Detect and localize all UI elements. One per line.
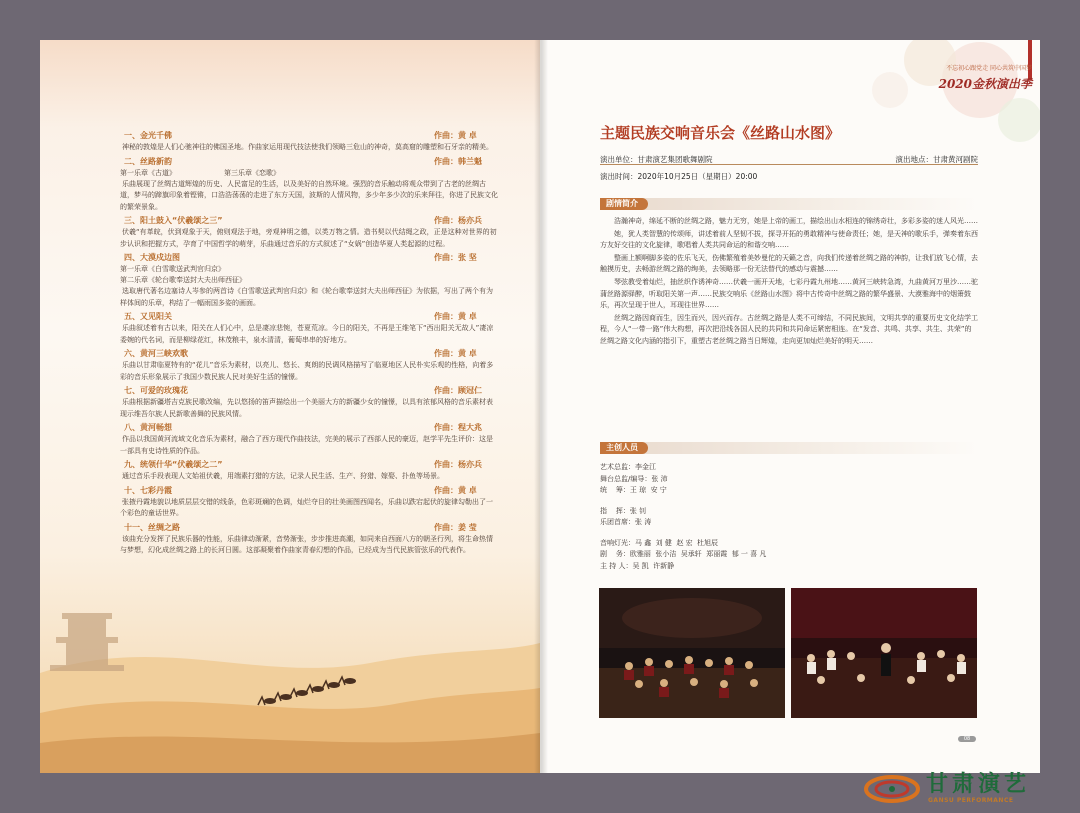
composer: 作曲：黄 卓	[434, 312, 477, 321]
movement: 第二乐章《轮台歌奉送封大夫出师西征》	[120, 276, 246, 284]
orchestra-photo	[599, 588, 785, 718]
program-item	[120, 156, 498, 214]
synopsis-paragraph: 整画上额啊脚多姿的佐乐飞天，伤佛繁殖着美妙曼佗的天籁之音，向我们传递着丝绸之路的神韵，让我们放飞心情，去触摸历史，去畅游丝绸之路的绚美，去领略那一份无法替代的感动与震撼……	[600, 253, 978, 274]
section-header-creators	[600, 442, 978, 454]
brand-name: 甘肃演艺	[926, 771, 1031, 797]
section-tag: 剧情简介	[600, 198, 648, 210]
slogan: 不忘初心跟党走 同心共筑中国梦	[946, 65, 1032, 72]
program-list	[120, 128, 498, 559]
composer: 作曲：张 坚	[434, 253, 477, 262]
page-number: 08	[958, 736, 976, 742]
movement: 第三乐章《恋歌》	[224, 168, 280, 177]
staff-row: 指 挥：张 钊	[600, 506, 647, 515]
staff-list	[600, 462, 900, 572]
piece-description: 通过音乐手段表现人文始祖伏羲，用端素打猎的方法，记录人民生活、生产、狩猎、嫁娶、扑鱼等场景。	[122, 472, 444, 480]
piece-title: 六、黄河三峡欢歌	[124, 349, 188, 358]
concert-title: 主题民族交响音乐会《丝路山水图》	[600, 124, 841, 142]
brand-emblem-icon	[862, 772, 924, 806]
staff-row: 主 持 人：吴 凯 许新静	[600, 561, 675, 570]
section-header-intro	[600, 198, 978, 210]
orchestra-photo	[791, 588, 977, 718]
piece-description: 乐曲叙述着有古以来，阳关在人们心中，总是凄凉悲惋，苍夏荒凉。今日的阳关，不再是王维笔下“西出阳关无故人”凄凉委婉的代名词，而是柳绿花红，林茂粮丰，泉水清清，葡萄串串的好地方。	[120, 324, 494, 344]
composer: 作曲：杨亦兵	[434, 460, 482, 469]
organizer: 演出单位：甘肃演艺集团歌舞剧院	[600, 155, 713, 164]
synopsis	[600, 216, 978, 349]
brand-subtitle: GANSU PERFORMANCE	[928, 797, 1014, 804]
piece-title: 十一、丝绸之路	[124, 522, 180, 532]
right-page	[540, 40, 1040, 773]
piece-title: 九、统领什华“伏羲颂之二”	[124, 460, 223, 469]
piece-description: 神秘的敦煌是人们心驰神往的佛国圣地。作曲家运用现代技法使我们领略三危山的神奇，莫高窟的雕塑和石牙亲的精美。	[122, 143, 493, 151]
piece-title: 七、可爱的玫瑰花	[124, 386, 188, 395]
synopsis-paragraph: 她，犹人类智慧的传颂师，讲述着前人坚韧不拔，探寻开拓的勇敢精神与使命责任；她，是天神的歌乐手，弹奏着东西方友好交往的文化旋律，歌唱着人类共同命运的和谐交响……	[600, 229, 978, 250]
staff-row: 舞台总监/编导：张 沛	[600, 474, 668, 483]
program-item	[120, 215, 498, 250]
staff-row: 剧 务：欧雅丽 张小洁 吴承轩 郑丽霞 郁 一 喜 凡	[600, 550, 767, 558]
program-item	[120, 130, 498, 154]
piece-description: 乐曲展现了丝绸古道辉煌的历史、人民富足的生活，以及美好的自然环境。强烈的音乐触动将观众带到了古老的丝绸古道，梦马的蹄旗印象着铿锵，口浩浩荡荡的走进了东方天国，波斯的人情风物，多少年多少次的乐来拜往，你进了民族文化的繁荣景象。	[120, 179, 498, 211]
program-item	[120, 459, 498, 483]
divider	[600, 164, 978, 165]
page-gutter	[534, 40, 548, 773]
program-item	[120, 348, 498, 383]
season-header	[922, 64, 1032, 92]
staff-row: 统 筹：王 琼 安 宁	[600, 486, 667, 494]
program-item	[120, 422, 498, 457]
brochure-spread	[40, 40, 1040, 773]
staff-row: 乐团首席：张 涛	[600, 518, 652, 526]
composer: 作曲：程大兆	[434, 423, 482, 432]
composer: 作曲：顾冠仁	[434, 386, 482, 395]
program-item	[120, 252, 498, 309]
piece-title: 五、又见阳关	[124, 312, 172, 321]
left-page	[40, 40, 540, 773]
piece-description: 乐曲以甘肃临夏特有的“花儿”音乐为素材，以亮儿、悠长、爽朗的民调风格描写了临夏地区人民朴实乐观的性格，向着多彩的音乐形象展示了我国少数民族人民对美好生活的憧憬。	[120, 361, 494, 381]
movement-list	[120, 168, 498, 179]
program-item	[120, 522, 498, 557]
brand-logo	[862, 766, 1062, 806]
composer: 作曲：黄 卓	[434, 349, 477, 358]
synopsis-paragraph: 琴弦教受着灿烂，抽丝织作诱神奇……伏羲一画开天地，七彩丹霞九州地……黄河三峡转急湾，九曲黄河万里沙……驼蒲丝路源驿醉，听取阳关第一声……民族交响乐《丝路山水图》将中古传奇中丝绸之路的繁华盛景、大漠雅海中的烟箫鼓乐，再次呈现于世人，耳现往世界……	[600, 277, 978, 310]
program-item	[120, 485, 498, 520]
movement: 第一乐章《古道》	[120, 168, 176, 177]
piece-description: 伏羲“有革皖，伏到观象于天，俯则观法于地，旁观神明之德，以类万物之情。造书契以代结绳之政，正是这种对世界的初步认识和把握方式，孕育了中国哲学的萌芽，乐曲通过音乐的方式叙述了“女娲”创造华夏人类起源的过程。	[120, 228, 497, 248]
piece-title: 四、大漠戍边图	[124, 253, 180, 262]
composer: 作曲：韩兰魁	[434, 156, 482, 166]
piece-title: 二、丝路新韵	[124, 156, 172, 166]
season-logo: 2020金秋演出季	[938, 77, 1032, 91]
staff-row: 音响灯光：马 鑫 刘 健 赵 宏 杜旭辰	[600, 538, 719, 547]
piece-description: 该曲充分发挥了民族乐器的性能，乐曲律动渐紧，音势渐张，步步推进高潮，如同来自西面八方的朝圣行列，将生命热情与梦想，幻化成丝绸之路上的长河日圆。这部凝聚着作曲家青春幻想的作品，已经成为当代民族管弦乐的代表作。	[120, 534, 493, 554]
program-item	[120, 385, 498, 420]
staff-row: 艺术总监：李金江	[600, 463, 656, 471]
composer: 作曲：杨亦兵	[434, 216, 482, 225]
show-time: 演出时间：2020年10月25日（星期日）20:00	[600, 172, 758, 181]
section-tag: 主创人员	[600, 442, 648, 454]
piece-title: 八、黄河畅想	[124, 423, 172, 432]
piece-description: 作品以我国黄河流域文化音乐为素材，融合了西方现代作曲技法，完美的展示了西部人民的豪迈，赵学平先生评价：这是一部具有史诗性质的作品。	[120, 435, 493, 455]
composer: 作曲：姜 莹	[434, 522, 477, 532]
piece-description: 乐曲根据新疆塔吉克族民歌改编，先以悠扬的笛声描绘出一个美丽大方的新疆少女的憧憬，以具有浓郁风格的音乐素材表现示维吾尔族人民新歌善舞的民族风情。	[120, 398, 493, 418]
synopsis-paragraph: 丝绸之路因商而生，因生而兴，因兴而存。古丝绸之路是人类不可缔结，不同民族间，文明共享的重要历史文化结学工程，今人“一带一路”伟大构想，再次把沿线各国人民的共同和共同命运紧密相连。在“发音、共鸣、共享、共生、共荣”的丝绸之路文化内涵的指引下，重塑古老丝绸之路当日辉煌，走向更加灿烂美好的明天……	[600, 313, 978, 345]
composer: 作曲：黄 卓	[434, 485, 477, 495]
piece-title: 一、金光千佛	[124, 131, 172, 140]
piece-title: 三、阳土鼓入“伏羲颂之三”	[124, 216, 223, 225]
piece-description: 张掖丹霞地貌以地质层层交错的线条，色彩斑斓的色调，灿烂夺目的壮美画图西闻名，乐曲以跌宕起伏的旋律勾勒出了一个彩色的童话世界。	[120, 497, 493, 517]
piece-title: 十、七彩丹霞	[124, 485, 172, 495]
program-item	[120, 311, 498, 346]
piece-description: 选取唐代著名边塞诗人岑参的两首诗《白雪歌送武判官归京》和《轮台歌奉送封大夫出师西征》为依据，写出了两个有为样体间的乐章，构结了一幅雨国多姿的画面。	[120, 287, 493, 307]
movement: 第一乐章《白雪歌送武判官归京》	[120, 265, 225, 273]
composer: 作曲：黄 卓	[434, 131, 477, 140]
desert-dunes-illustration	[40, 593, 540, 773]
venue: 演出地点：甘肃黄河剧院	[895, 155, 978, 164]
synopsis-paragraph: 浩瀚神奇，绵延不断的丝绸之路，魅力无穷，她是上帝的画工，描绘出山水相连的锦绣奇壮，多彩多姿的迷人风光……	[614, 217, 978, 225]
